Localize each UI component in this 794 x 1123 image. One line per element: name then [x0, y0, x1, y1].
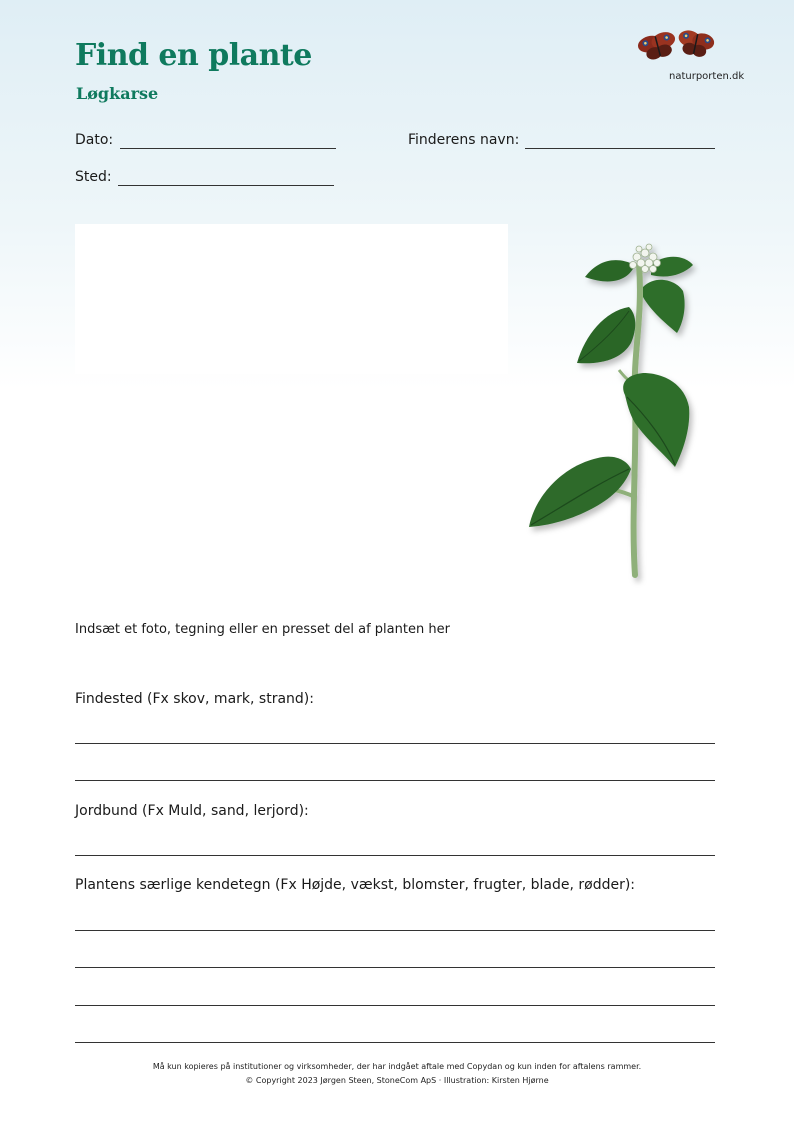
- location-line-1[interactable]: [75, 743, 715, 744]
- date-label: Dato:: [75, 132, 114, 148]
- finder-name-label: Finderens navn:: [408, 132, 520, 148]
- date-field[interactable]: [120, 148, 336, 149]
- soil-line-1[interactable]: [75, 855, 715, 856]
- place-field[interactable]: [118, 185, 334, 186]
- soil-label: Jordbund (Fx Muld, sand, lerjord):: [75, 803, 309, 819]
- plant-illustration: [525, 235, 715, 590]
- features-line-3[interactable]: [75, 1005, 715, 1006]
- features-line-2[interactable]: [75, 967, 715, 968]
- features-label: Plantens særlige kendetegn (Fx Højde, vækst, blomster, frugter, blade, rødder):: [75, 877, 636, 893]
- photo-insert-area[interactable]: [75, 224, 508, 374]
- finder-name-field[interactable]: [525, 148, 715, 149]
- location-line-2[interactable]: [75, 780, 715, 781]
- photo-caption: Indsæt et foto, tegning eller en presset del af planten her: [75, 622, 450, 637]
- features-line-4[interactable]: [75, 1042, 715, 1043]
- plant-name: Løgkarse: [76, 84, 159, 103]
- page-title: Find en plante: [75, 38, 312, 73]
- features-line-1[interactable]: [75, 930, 715, 931]
- place-label: Sted:: [75, 169, 112, 185]
- location-label: Findested (Fx skov, mark, strand):: [75, 691, 314, 707]
- footer-license: Må kun kopieres på institutioner og virksomheder, der har indgået aftale med Copydan og kun inden for aftalens rammer.: [152, 1062, 642, 1071]
- logo-text: naturporten.dk: [669, 71, 745, 82]
- butterflies-logo-icon: [634, 26, 718, 62]
- footer-copyright: © Copyright 2023 Jørgen Steen, StoneCom ApS · Illustration: Kirsten Hjørne: [245, 1076, 549, 1085]
